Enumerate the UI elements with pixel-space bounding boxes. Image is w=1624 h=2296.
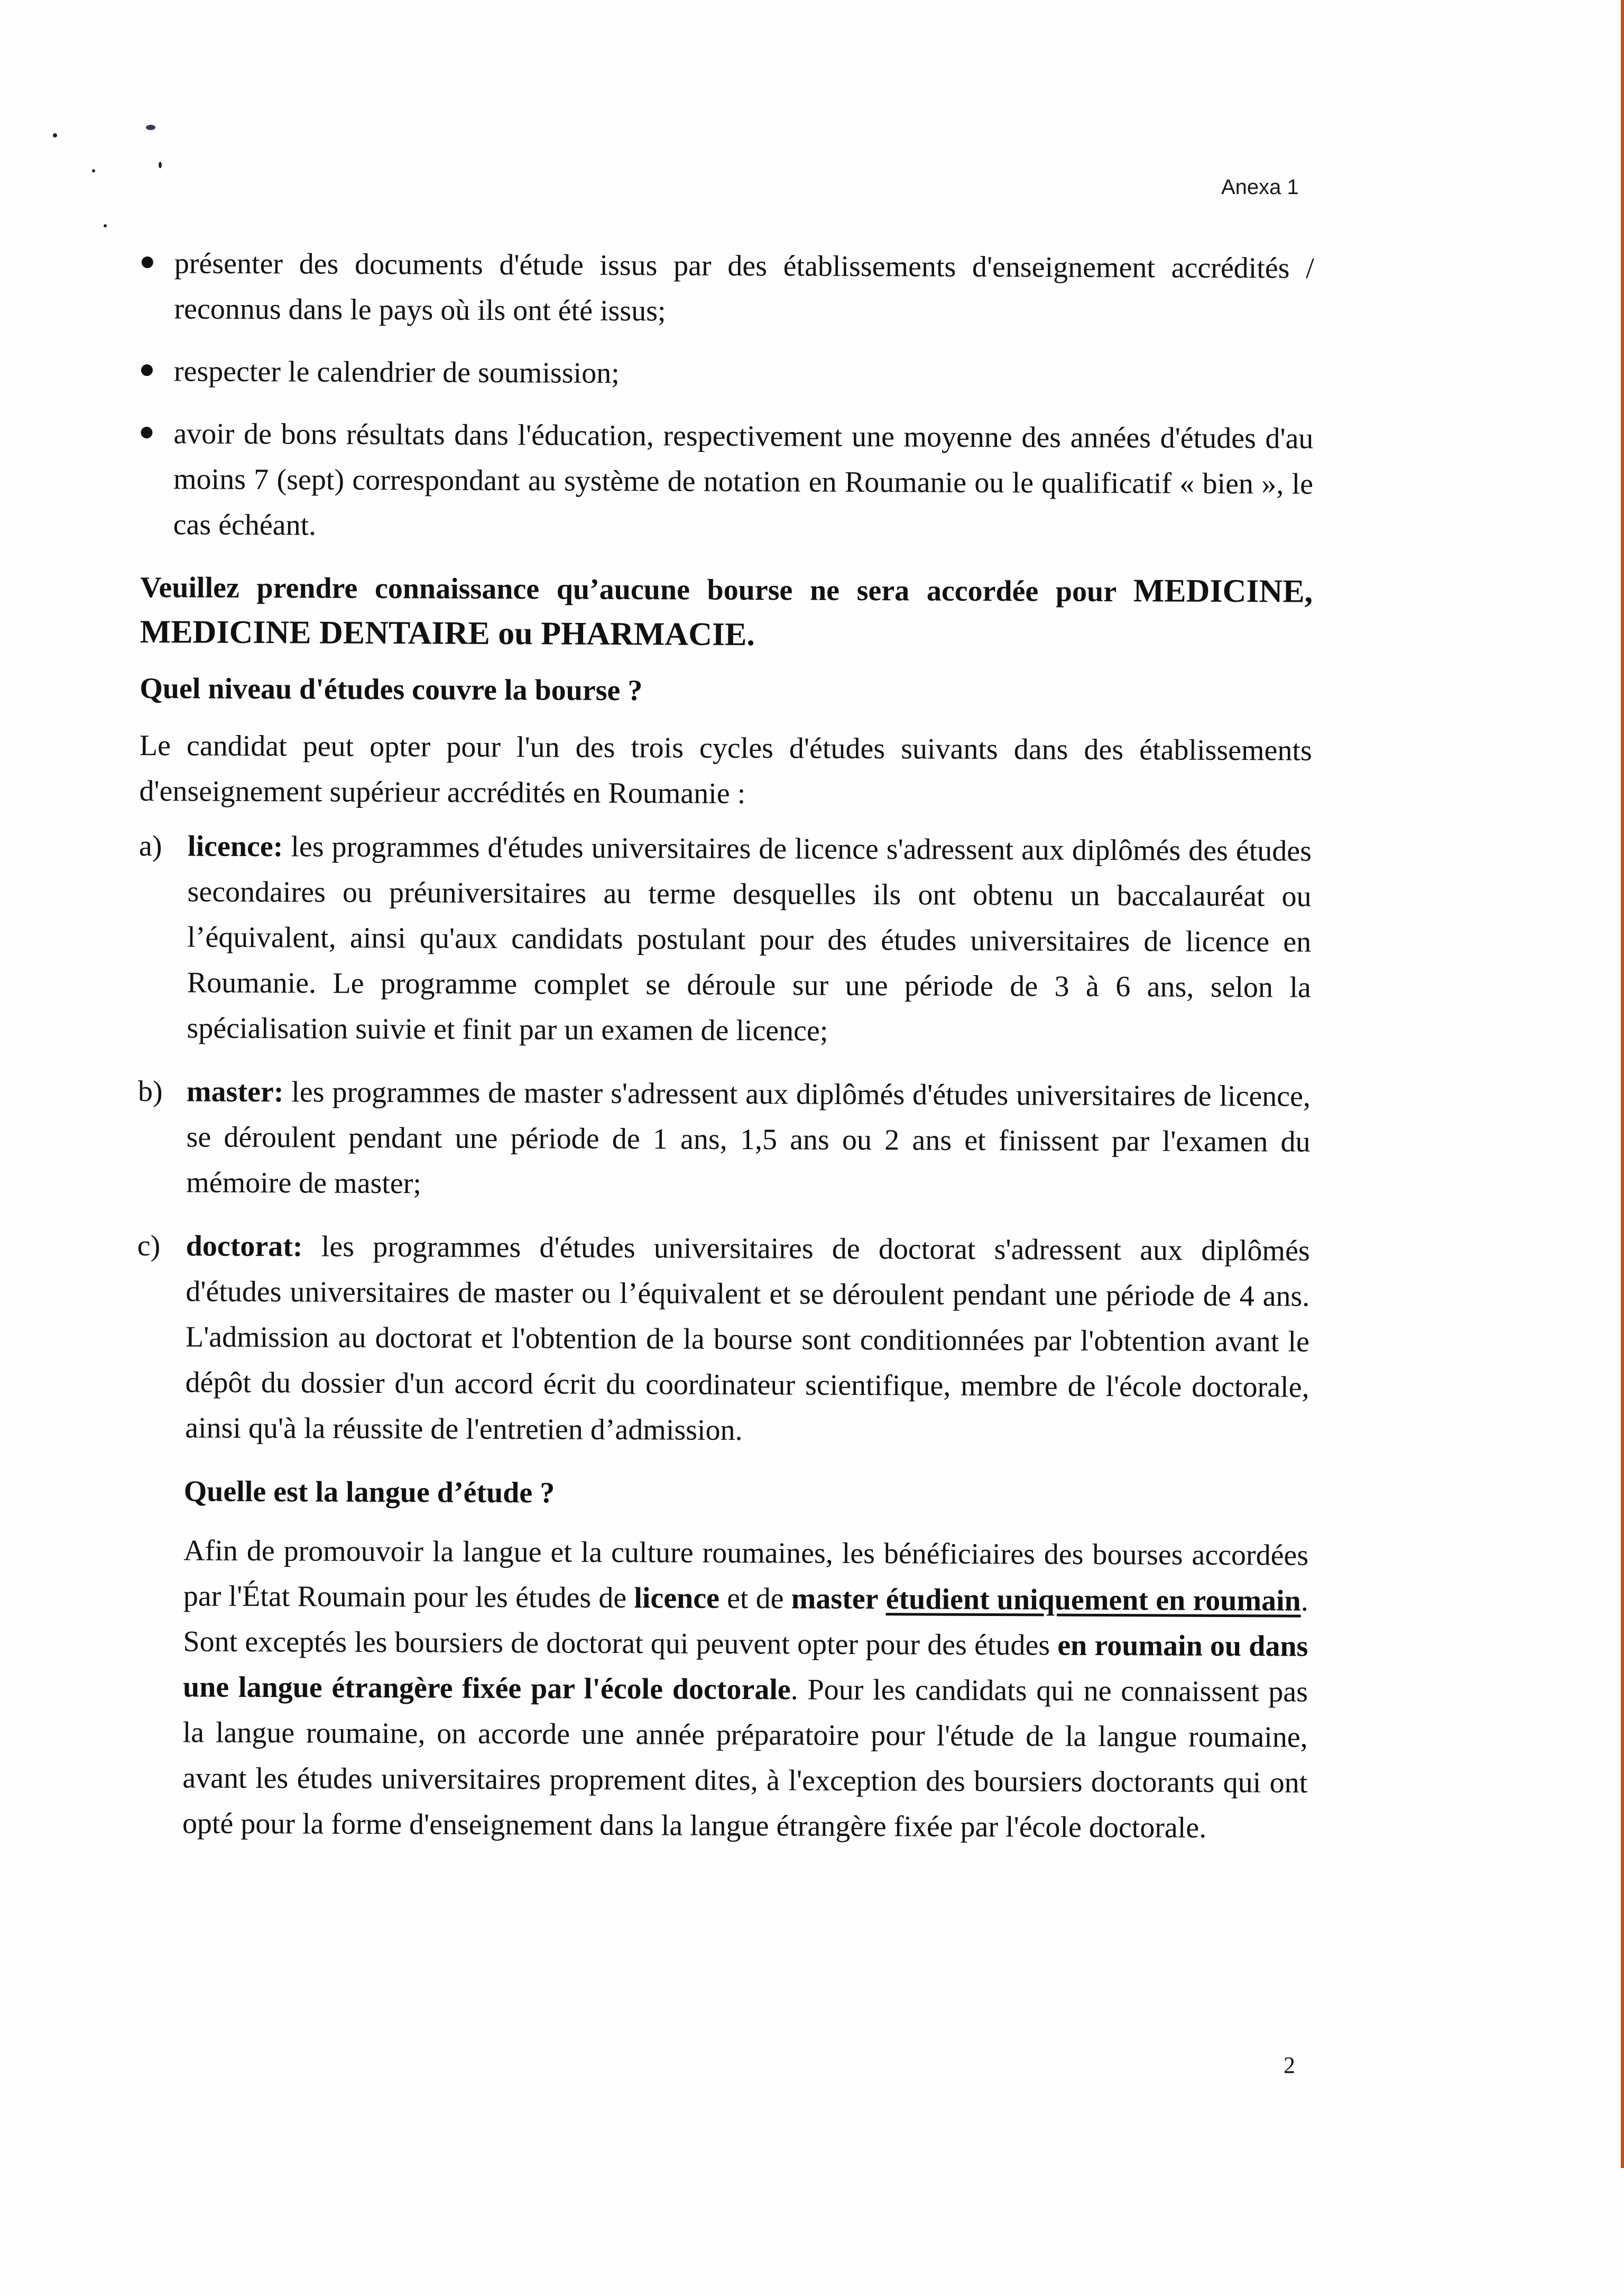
cycle-letter: c) [137,1229,161,1263]
study-levels-intro: Le candidat peut opter pour l'un des trois cycles d'études suivants dans des établissements d'enseignement supérieur accrédités en Roumanie : [139,729,1312,810]
cycle-description: les programmes d'études universitaires de licence s'adressent aux diplômés des études secondaires ou préuniversitaires au terme desquelles ils ont obtenu un baccalauréat ou l’équivalent, ainsi qu'aux candidats postulant pour des études universitaires de licence en Roumanie. Le programme complet se déroule sur une période de 3 à 6 ans, selon la spécialisation suivie et finit par un examen de licence; [187,830,1312,1048]
language-text: . Sont exceptés les boursiers de doctorat qui peuvent opter pour des études [183,1584,1308,1662]
language-licence: licence [634,1582,720,1615]
requirement-text: respecter le calendrier de soumission; [173,355,620,390]
scan-edge [1621,0,1624,2168]
cycle-description: les programmes de master s'adressent aux diplômés d'études universitaires de licence, se déroulent pendant une période de 1 ans, 1,5 ans ou 2 ans et finissent par l'examen du mémoire de master; [186,1076,1311,1200]
excluded-fields: MEDICINE, MEDICINE DENTAIRE ou PHARMACIE. [140,573,1313,653]
requirements-list [140,241,1314,553]
list-item [141,348,1314,399]
cycle-item-master [137,1069,1311,1210]
list-item [140,411,1313,553]
scan-speck [146,125,155,130]
language-master: master [791,1582,879,1616]
cycle-letter: b) [137,1074,163,1108]
cycle-name: licence: [187,830,283,864]
cycle-letter: a) [139,829,162,863]
cycle-description: les programmes d'études universitaires de doctorat s'adressent aux diplômés d'études universitaires de master ou l’équivalent et se déroulent pendant une période de 4 ans. L'admission au doctorat et l'obtention de la bourse sont conditionnées par l'obtention avant le dépôt du dossier d'un accord écrit du coordinateur scientifique, membre de l'école doctorale, ainsi qu'à la réussite de l'entretien d’admission. [185,1230,1310,1447]
language-text: et de [719,1582,791,1615]
language-paragraph [182,1528,1309,1851]
requirement-text: avoir de bons résultats dans l'éducation, respectivement une moyenne des années d'études d'au moins 7 (sept) correspondant au système de notation en Roumanie ou le qualificatif « bien », le cas échéant. [173,417,1314,542]
cycle-name: master: [186,1075,284,1109]
requirement-text: présenter des documents d'étude issus par des établissements d'enseignement accrédités / reconnus dans le pays où ils ont été issus; [174,247,1314,328]
language-text: Afin de promouvoir la langue et la culture roumaines, les bénéficiaires des bourses accordées par l'État Roumain pour les études de [183,1534,1309,1615]
section-title-study-levels: Quel niveau d'études couvre la bourse ? [140,672,643,708]
cycle-item-doctorat [136,1223,1310,1456]
notice-text: Veuillez prendre connaissance qu’aucune bourse ne sera accordée pour [140,571,1116,609]
language-requirement-underlined: étudient uniquement en roumain [885,1583,1301,1618]
language-doctoral-option: en roumain ou dans une langue étrangère fixée par l'école doctorale [182,1629,1308,1706]
list-item [141,241,1314,337]
exclusion-notice [140,564,1313,660]
page-number: 2 [1284,2052,1295,2078]
annex-label: Anexa 1 [1221,176,1299,199]
bullet-icon [141,427,152,438]
section-title-language: Quelle est la langue d’étude ? [183,1475,555,1510]
bullet-icon [142,256,153,268]
language-text: . Pour les candidats qui ne connaissent pas la langue roumaine, on accorde une année préparatoire pour l'étude de la langue roumaine, avant les études universitaires proprement dites, à l'exception des boursiers doctorants qui ont opté pour la forme d'enseignement dans la langue étrangère fixée par l'école doctorale. [182,1673,1308,1844]
document-body [135,241,1314,1861]
cycle-item-licence [138,823,1312,1056]
scan-speck [159,162,162,168]
language-text [878,1583,885,1615]
scan-speck [104,224,107,227]
scan-speck [53,133,57,137]
cycle-name: doctorat: [186,1229,303,1263]
study-cycles-list [136,823,1312,1456]
scan-speck [92,169,95,172]
bullet-icon [141,364,153,376]
